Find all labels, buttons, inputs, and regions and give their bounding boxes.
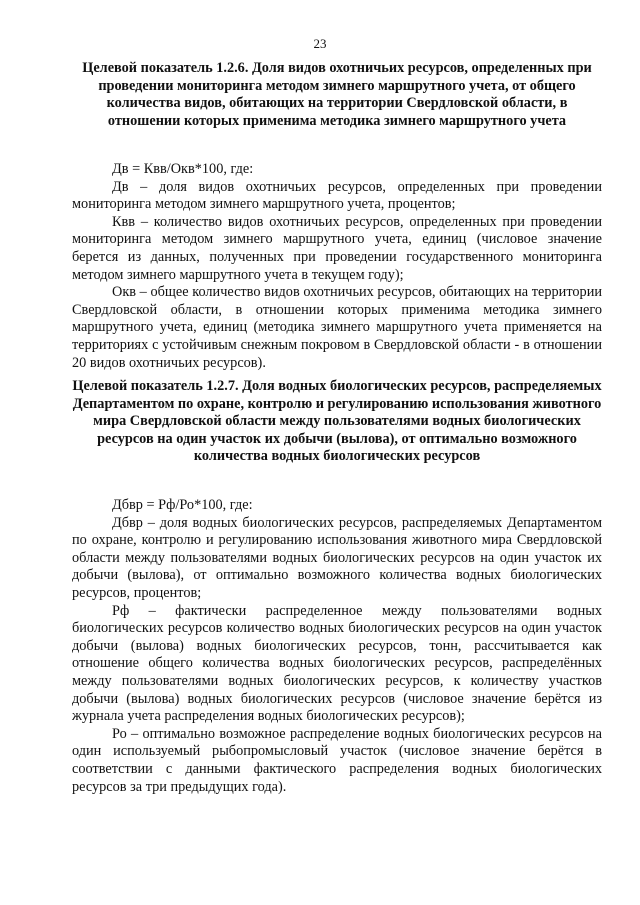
definition-paragraph: Дв – доля видов охотничьих ресурсов, определенных при проведении мониторинга методом зимнего маршрутного учета, процентов; <box>72 178 602 213</box>
section-body-1-2-7 <box>72 497 602 796</box>
section-body-1-2-6 <box>72 161 602 372</box>
section-heading-1-2-6: Целевой показатель 1.2.6. Доля видов охотничьих ресурсов, определенных при проведении мониторинга методом зимнего маршрутного учета, от общего количества видов, обитающих на территории Свердловской области, в отношении которых применима методика зимнего маршрутного учета <box>82 60 592 129</box>
formula-paragraph: Дбвр = Рф/Ро*100, где: <box>112 497 253 513</box>
definition-paragraph: Дбвр – доля водных биологических ресурсов, распределяемых Департаментом по охране, контролю и регулированию использования животного мира Свердловской области между пользователями водных биологических ресурсов на один участок их добычи (вылова), от оптимально возможного количества водных биологических ресурсов, процентов; <box>72 514 602 601</box>
page-number: 23 <box>313 36 327 51</box>
formula-paragraph: Дв = Квв/Окв*100, где: <box>112 161 254 177</box>
section-heading-1-2-7: Целевой показатель 1.2.7. Доля водных биологических ресурсов, распределяемых Департаментом по охране, контролю и регулированию использования животного мира Свердловской области между пользователями водных биологических ресурсов на один участок их добычи (вылова), от оптимально возможного количества водных биологических ресурсов <box>72 378 602 465</box>
definition-paragraph: Квв – количество видов охотничьих ресурсов, определенных при проведении мониторинга методом зимнего маршрутного учета, единиц (числовое значение берется из данных, полученных при проведении государственного мониторинга методом зимнего маршрутного учета в текущем году); <box>72 213 602 283</box>
definition-paragraph: Ро – оптимально возможное распределение водных биологических ресурсов на один используемый рыбопромысловый участок (числовое значение берётся в соответствии с данными фактического распределения водных биологических ресурсов за три предыдущих года). <box>72 725 602 795</box>
definition-paragraph: Окв – общее количество видов охотничьих ресурсов, обитающих на территории Свердловской области, в отношении которых применима методика зимнего маршрутного учета, единиц (методика зимнего маршрутного учета применяется на территориях с устойчивым снежным покровом в Свердловской области - в отношении 20 видов охотничьих ресурсов). <box>72 284 602 371</box>
definition-paragraph: Рф – фактически распределенное между пользователями водных биологических ресурсов количество водных биологических ресурсов на один участок добычи (вылова) водных биологических ресурсов, тонн, рассчитывается как отношение общего количества водных биологических ресурсов, распределённых между пользователями водных биологических ресурсов, к количеству участков добычи (вылова) водных биологических ресурсов (числовое значение берётся из журнала учета распределения водных биологических ресурсов); <box>72 602 602 725</box>
